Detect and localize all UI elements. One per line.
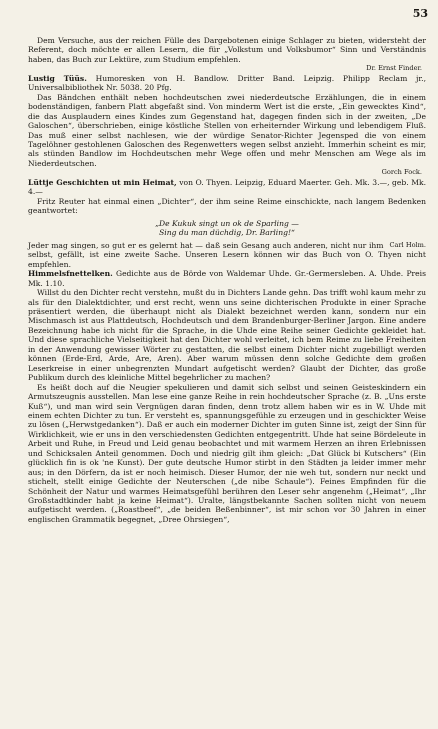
review-column (28, 36, 426, 524)
review-title-1: Lustig Tüüs. (28, 73, 87, 83)
intro-text: Dem Versuche, aus der reichen Fülle des Dargebotenen einige Schlager zu bieten, widersteht der Referent, doch möchte er allen Lesern, die für „Volkstum und Volksbumor“ Sinn und Verständnis haben, das Buch zur Lektüre, zum Studium empfehlen. (28, 36, 426, 64)
review-header-1 (28, 74, 426, 93)
review-meta-2: von O. Thyen. Leipzig, Eduard Maerter. Geh. Mk. 3.—, geb. Mk. 4.— (28, 177, 426, 197)
review-meta-1: Humoresken von H. Bandlow. Dritter Band. Leipzig. Philipp Reclam jr., Universalbibliothek Nr. 5038. 20 Pfg. (28, 73, 426, 93)
review-signature-1: Gorch Fock. (381, 168, 422, 177)
quote-line-1: „De Kukuk singt un ok de Sparling — (155, 218, 299, 228)
review-body-2b (28, 241, 426, 269)
intro-signature: Dr. Ernst Finder. (366, 64, 422, 73)
review-body-3b: Es heißt doch auf die Neugier spekulieren und damit sich selbst und seinen Geisteskindern ein Armutszeugnis ausstellen. Man lese eine ganze Reihe in rein hochdeutscher Sprache (z. B. „Uns erste Kuß“), und man wird sein Vergnügen daran finden, denn trotz allem haben wir es in W. Uhde mit einem echten Dichter zu tun. Er versteht es, spannungsgefühle zu erzeugen und in geschickter Weise zu lösen („Herwstgedanken“). Daß er auch ein moderner Dichter im guten Sinne ist, zeigt der Sinn für Wirklichkeit, wie er uns in den verschiedensten Gedichten entgegentritt. Uhde hat seine Bördeleute in Arbeit und Ruhe, in Freud und Leid genau beobachtet und mit warmem Herzen an ihren Erlebnissen und Schicksalen Anteil genommen. Doch und niedrig gilt ihm gleich: „Dat Glück bi Kutschers“ (Ein glücklich fin is ok 'ne Kunst). Der gute deutsche Humor stirbt in den Städten ja leider immer mehr aus; in den Dörfern, da ist er noch heimisch. Dieser Humor, der nie weh tut, sondern nur neckt und stichelt, stellt einige Gedichte der Neuterschen („de nibe Schaule“). Feines Empfinden für die Schönheit der Natur und warmes Heimatsgefühl berühren den Leser sehr angenehm („Heimat“, „Ihr Großstadtkinder habt ja keine Heimat“). Uralte, längstbekannte Sachen sollten nicht von neuem aufgetischt werden. („Roastbeef“, „de beiden Beßenbinner“, ist mir schon vor 30 Jahren in einer englischen Grammatik begegnet, „Dree Ohrsiegen“, (28, 382, 426, 524)
review-body-2b-text: Jeder mag singen, so gut er es gelernt hat — daß sein Gesang auch anderen, nicht nur ihm selbst, gefällt, ist eine zweite Sache. Unseren Lesern können wir das Buch von O. Thyen nicht empfehlen. (28, 240, 426, 269)
review-body-3: Willst du den Dichter recht verstehn, mußt du in Dichters Lande gehn. Das trifft wohl kaum mehr zu als für den Dialektdichter, und erst recht, wenn uns seine dichterischen Produkte in einer Sprache präsentiert werden, die überhaupt nicht als Dialekt bezeichnet werden kann, sondern nur ein Mischmasch ist aus Plattdeutsch, Hochdeutsch und dem Brandenburger-Berliner Jargon. Eine andere Bezeichnung habe ich nicht für die Sprache, in die Uhde eine Reihe seiner Gedichte gekleidet hat. Und diese sprachliche Vielseitigkeit hat den Dichter wohl verleitet, ich bem Reime zu liebe Freiheiten in der Anwendung gewisser Wörter zu gestatten, die selbst einem Dichter nicht zugebilligt werden können (Erde-Erd, Arde, Are, Aren). Aber warum müssen denn solche Gedichte dem großen Leserkreise in einer unbegrenzten Mundart aufgetischt werden? Glaubt der Dichter, das große Publikum durch des kleinliche Mittel begehrlicher zu machen? (28, 288, 426, 383)
reuter-quote (28, 219, 426, 238)
review-signature-2: Carl Holm. (389, 240, 426, 249)
review-body-2: Fritz Reuter hat einmal einen „Dichter“, der ihm seine Reime einschickte, nach langem Bedenken geantwortet: (28, 196, 426, 216)
review-header-2 (28, 178, 426, 197)
review-title-3: Himmelsfnettelken. (28, 269, 113, 279)
review-header-3 (28, 269, 426, 288)
review-meta-3: Gedichte aus de Börde von Waldemar Uhde. Gr.-Germersleben. A. Uhde. Preis Mk. 1.10. (28, 269, 426, 288)
intro-paragraph (28, 36, 426, 64)
page-number: 53 (412, 7, 428, 20)
review-body-1: Das Bändchen enthält neben hochdeutschen zwei niederdeutsche Erzählungen, die in einem bodenständigen, fanbern Platt abgefaßt sind. Von minderm Wert ist die erste, „Ein gewecktes Kind“, die das Ausplaudern eines Kindes zum Gegenstand hat, dagegen finden sich in der zweiten, „De Galoschen“, überschrieben, einige köstliche Stellen von erheiternder Wirkung und lebendigem Fluß. Das muß einer selbst nachlesen, wie der würdige Senator-Richter Jegensped die von einem Tagelöhner gestohlenen Galoschen des Regenwetters wegen selbst anzieht. Immerhin scheint es mir, als stünden Bandlow im Hochdeutschen mehr Wege offen und mehr Menschen am Wege als im Niederdeutschen. (28, 92, 426, 168)
review-title-2: Lüttje Geschichten ut min Heimat, (28, 177, 177, 187)
quote-line-2: Sing du man düchdig, Dr. Barling!“ (159, 228, 295, 238)
